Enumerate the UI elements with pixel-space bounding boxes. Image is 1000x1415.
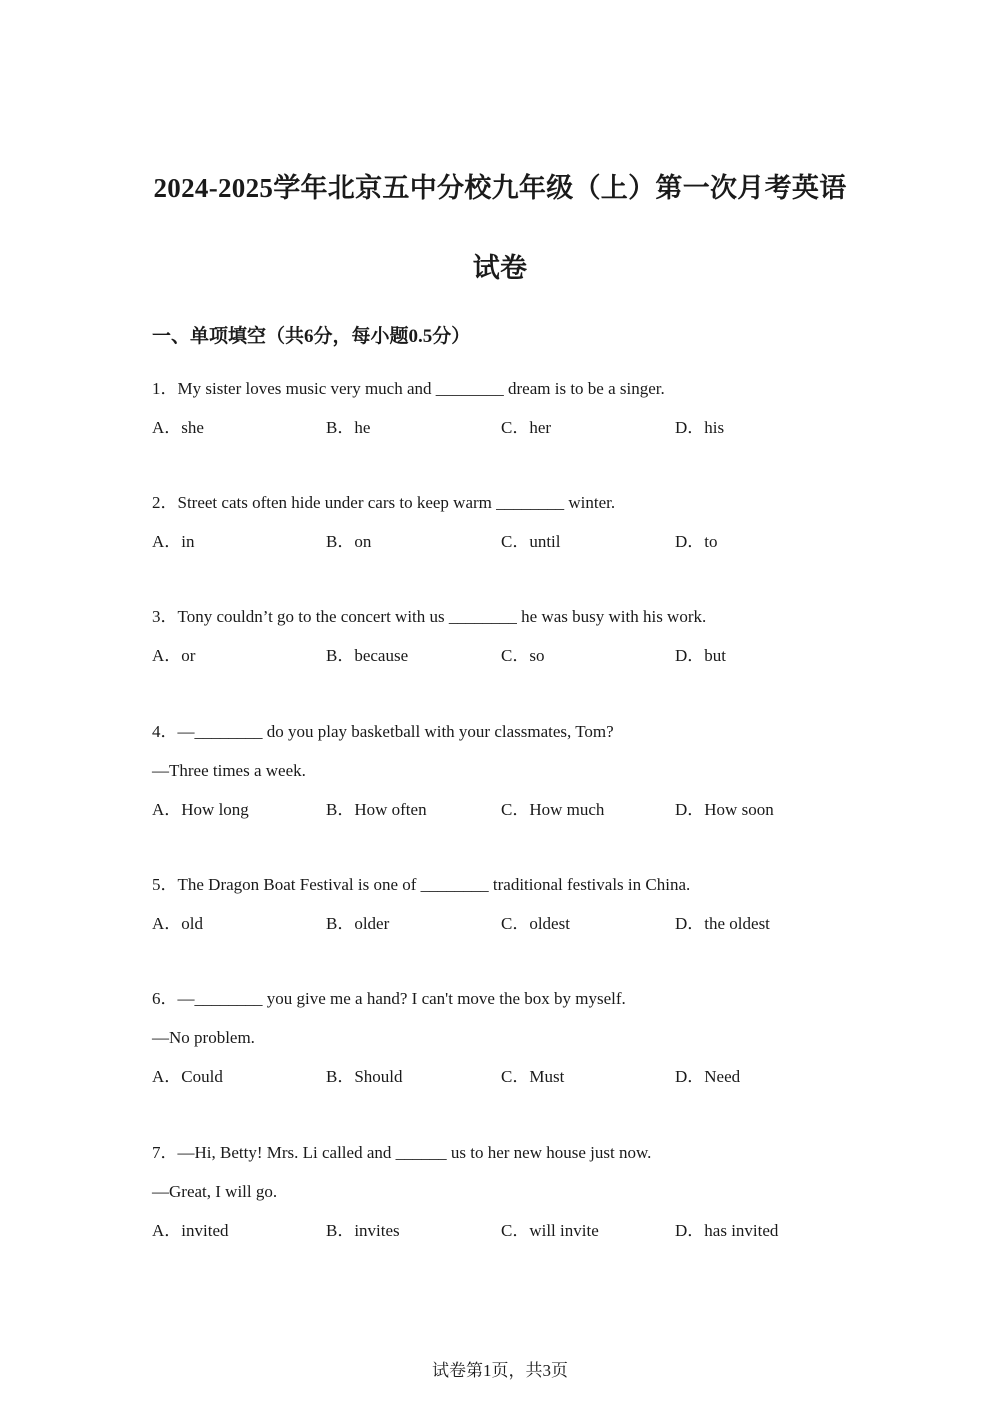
option-d[interactable]: D．has invited	[675, 1221, 779, 1240]
question-reply: —Great, I will go.	[152, 1182, 278, 1201]
option-c[interactable]: C．How much	[501, 800, 605, 819]
option-b[interactable]: B．on	[326, 532, 372, 551]
question-stem: 4．—________ do you play basketball with your classmates, Tom?	[152, 722, 614, 741]
option-c[interactable]: C．will invite	[501, 1221, 599, 1240]
option-a[interactable]: A．invited	[152, 1221, 229, 1240]
exam-title-line-1: 2024-2025学年北京五中分校九年级（上）第一次月考英语	[153, 173, 847, 203]
option-d[interactable]: D．How soon	[675, 800, 774, 819]
option-c[interactable]: C．her	[501, 418, 552, 437]
option-b[interactable]: B．invites	[326, 1221, 400, 1240]
question-reply: —Three times a week.	[152, 761, 306, 780]
question-stem: 2．Street cats often hide under cars to keep warm ________ winter.	[152, 493, 616, 512]
option-c[interactable]: C．until	[501, 532, 561, 551]
option-c[interactable]: C．so	[501, 646, 545, 665]
question-stem: 5．The Dragon Boat Festival is one of ________ traditional festivals in China.	[152, 875, 691, 894]
option-d[interactable]: D．the oldest	[675, 914, 770, 933]
exam-title-line-2: 试卷	[472, 253, 528, 283]
page-footer: 试卷第1页，共3页	[432, 1361, 568, 1380]
option-a[interactable]: A．in	[152, 532, 195, 551]
question-stem: 1．My sister loves music very much and ________ dream is to be a singer.	[152, 379, 665, 398]
option-b[interactable]: B．he	[326, 418, 371, 437]
question-stem: 3．Tony couldn’t go to the concert with us ________ he was busy with his work.	[152, 607, 707, 626]
option-a[interactable]: A．Could	[152, 1067, 223, 1086]
option-b[interactable]: B．How often	[326, 800, 427, 819]
option-d[interactable]: D．but	[675, 646, 726, 665]
option-a[interactable]: A．or	[152, 646, 196, 665]
option-b[interactable]: B．Should	[326, 1067, 403, 1086]
option-b[interactable]: B．because	[326, 646, 409, 665]
section-heading: 一、单项填空（共6分，每小题0.5分）	[152, 326, 471, 347]
option-b[interactable]: B．older	[326, 914, 390, 933]
question-stem: 7．—Hi, Betty! Mrs. Li called and ______ us to her new house just now.	[152, 1143, 652, 1162]
option-c[interactable]: C．oldest	[501, 914, 570, 933]
question-reply: —No problem.	[152, 1028, 255, 1047]
option-c[interactable]: C．Must	[501, 1067, 565, 1086]
option-a[interactable]: A．old	[152, 914, 203, 933]
option-d[interactable]: D．Need	[675, 1067, 741, 1086]
option-a[interactable]: A．she	[152, 418, 204, 437]
option-d[interactable]: D．to	[675, 532, 718, 551]
option-d[interactable]: D．his	[675, 418, 725, 437]
option-a[interactable]: A．How long	[152, 800, 249, 819]
question-stem: 6．—________ you give me a hand? I can't move the box by myself.	[152, 989, 626, 1008]
